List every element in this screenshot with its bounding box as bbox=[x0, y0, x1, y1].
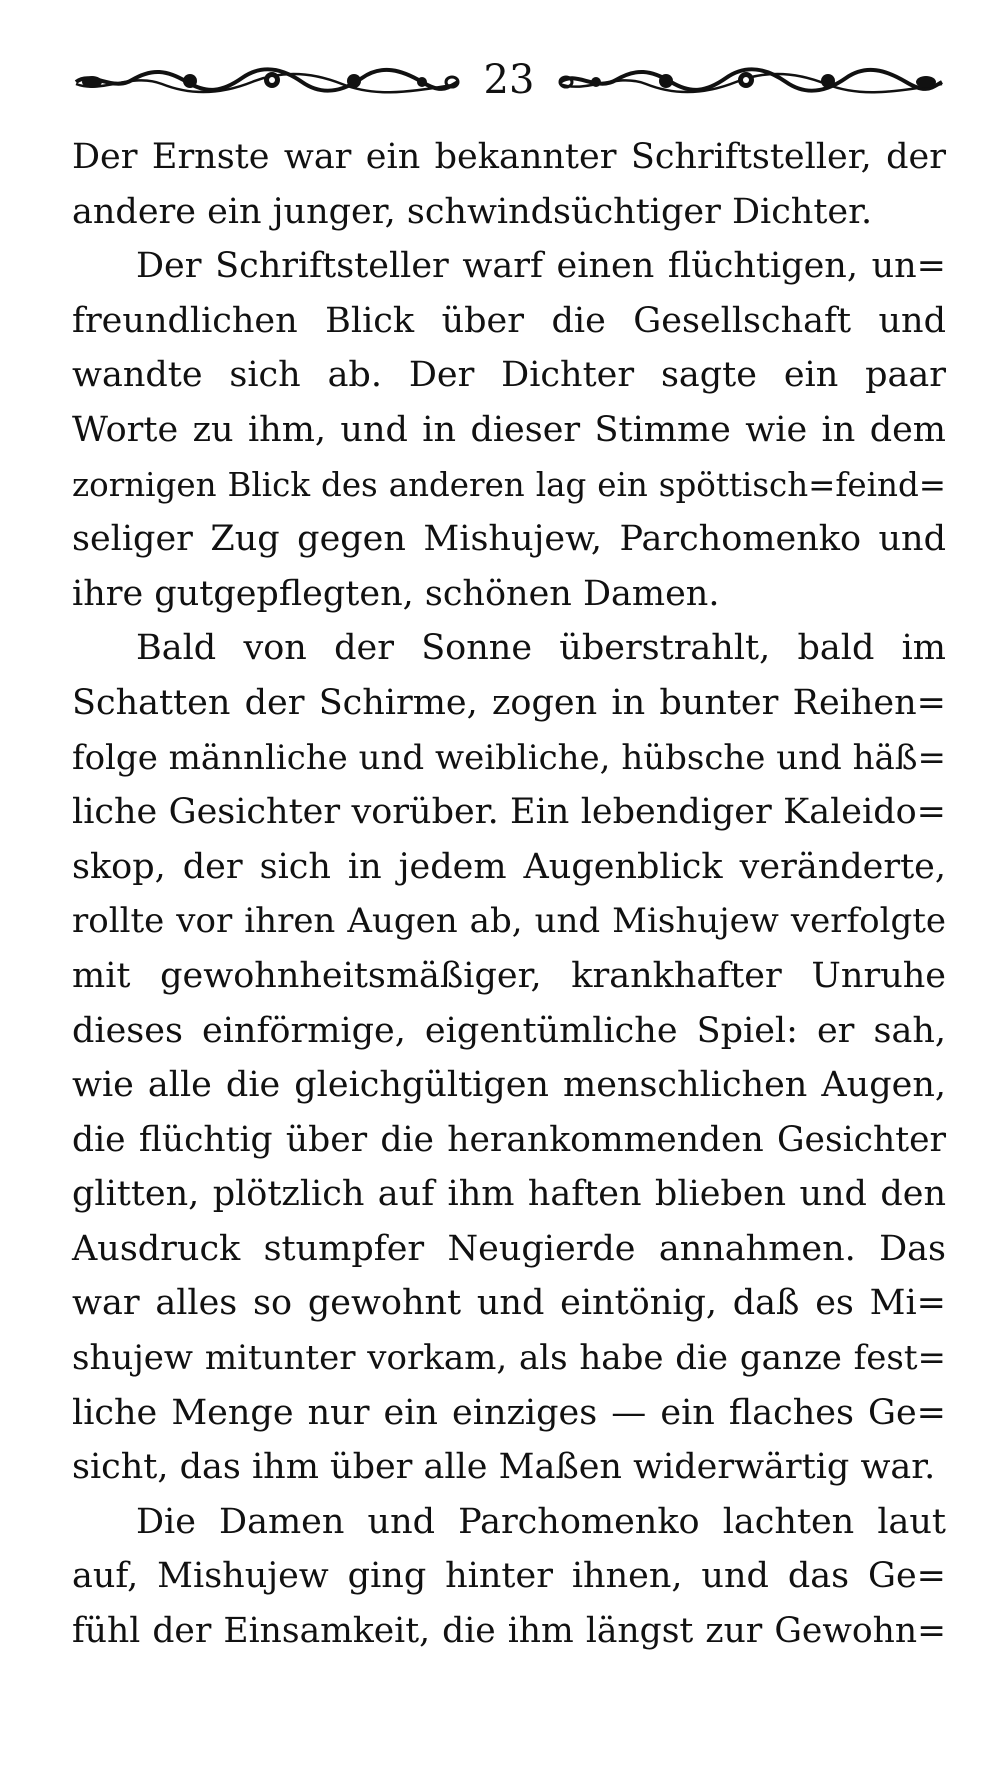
text-line: wandte sich ab. Der Dichter sagte ein paar bbox=[72, 355, 946, 396]
text-line: fühl der Einsamkeit, die ihm längst zur Gewohn= bbox=[72, 1611, 946, 1652]
text-line: war alles so gewohnt und eintönig, daß es Mi= bbox=[72, 1283, 946, 1324]
text-line: Ausdruck stumpfer Neugierde annahmen. Das bbox=[72, 1228, 946, 1269]
text-line: Worte zu ihm, und in dieser Stimme wie in dem bbox=[72, 409, 946, 450]
text-line: Der Ernste war ein bekannter Schriftsteller, der bbox=[72, 137, 946, 177]
text-line: liche Gesichter vorüber. Ein lebendiger Kaleido= bbox=[72, 792, 946, 833]
text-line: shujew mitunter vorkam, als habe die ganze fest= bbox=[72, 1338, 946, 1379]
text-line: sicht, das ihm über alle Maßen widerwärtig war. bbox=[72, 1447, 936, 1488]
body-text bbox=[72, 130, 946, 1659]
text-line: dieses einförmige, eigentümliche Spiel: er sah, bbox=[72, 1010, 946, 1051]
text-line: liche Menge nur ein einziges — ein flaches Ge= bbox=[72, 1392, 946, 1433]
text-line: folge männliche und weibliche, hübsche und häß= bbox=[72, 737, 946, 778]
text-line: andere ein junger, schwindsüchtiger Dichter. bbox=[72, 191, 873, 232]
text-line: die flüchtig über die herankommenden Gesichter bbox=[72, 1119, 946, 1160]
text-line: rollte vor ihren Augen ab, und Mishujew verfolgte bbox=[72, 901, 946, 942]
text-line: glitten, plötzlich auf ihm haften blieben und den bbox=[72, 1174, 946, 1215]
text-line: Schatten der Schirme, zogen in bunter Reihen= bbox=[72, 682, 946, 723]
text-line: seliger Zug gegen Mishujew, Parchomenko und bbox=[72, 519, 946, 560]
text-line: auf, Mishujew ging hinter ihnen, und das Ge= bbox=[72, 1556, 946, 1597]
text-line: Der Schriftsteller warf einen flüchtigen, un= bbox=[136, 246, 946, 287]
text-line: mit gewohnheitsmäßiger, krankhafter Unruhe bbox=[72, 955, 946, 996]
text-line: freundlichen Blick über die Gesellschaft und bbox=[72, 300, 946, 341]
ornament-right-icon bbox=[556, 64, 946, 96]
text-line: Bald von der Sonne überstrahlt, bald im bbox=[136, 628, 946, 669]
text-line: skop, der sich in jedem Augenblick veränderte, bbox=[72, 846, 946, 887]
page-number: 23 bbox=[483, 57, 535, 103]
text-line: wie alle die gleichgültigen menschlichen Augen, bbox=[72, 1065, 946, 1106]
page-header bbox=[72, 50, 946, 110]
text-line: Die Damen und Parchomenko lachten laut bbox=[136, 1501, 946, 1542]
text-line: ihre gutgepflegten, schönen Damen. bbox=[72, 573, 720, 614]
text-line: zornigen Blick des anderen lag ein spöttisch=feind= bbox=[72, 465, 946, 504]
